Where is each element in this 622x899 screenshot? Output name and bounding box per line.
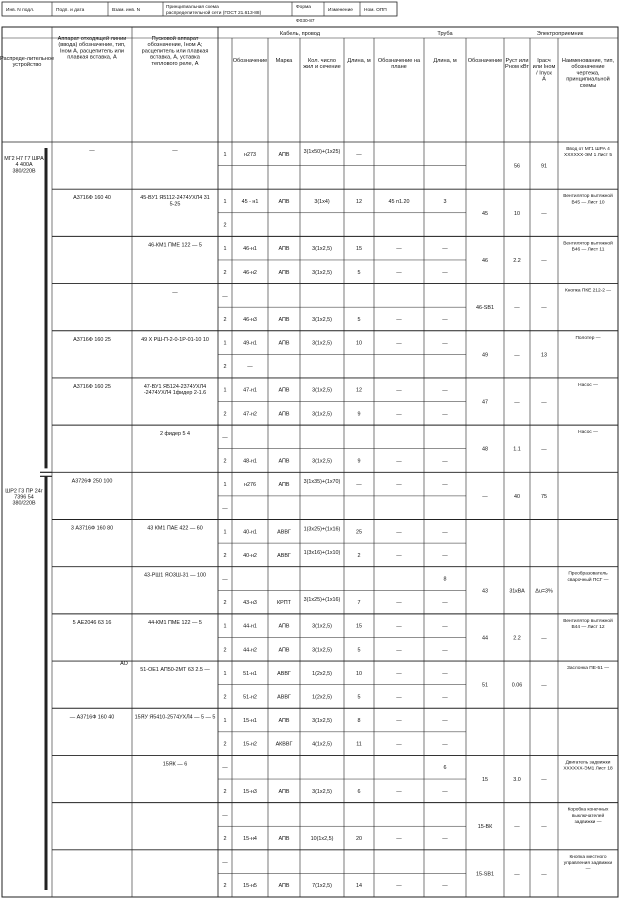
pipe-code: — bbox=[396, 316, 402, 323]
cable-code: 15-н3 bbox=[243, 788, 257, 795]
cable-section: 3(1х2,5) bbox=[312, 340, 332, 347]
receiver-power: 2.2 bbox=[513, 635, 521, 642]
cable-length: 14 bbox=[356, 883, 362, 890]
receiver-code: 15 bbox=[482, 777, 488, 784]
pipe-code: — bbox=[396, 718, 402, 725]
feeder-apparatus: А3716Ф 160 40 bbox=[73, 195, 111, 202]
cable-section: 3(1х2,5) bbox=[312, 623, 332, 630]
ao-label: АО bbox=[120, 661, 128, 668]
receiver-name: Кнопка ПКЕ 212-2 — bbox=[564, 288, 612, 294]
cable-length: — bbox=[356, 482, 362, 489]
stamp-code: Ф030-87 bbox=[296, 19, 315, 24]
cable-mark: АПВ bbox=[278, 198, 290, 205]
hdr-col2: Аппарат отходящей линии (ввода) обозначение, тип, Iном А, расцепитель или плавкая вставка, А bbox=[57, 36, 127, 61]
row-number: 2 bbox=[223, 600, 227, 607]
pipe-length: — bbox=[442, 269, 448, 276]
row-number: — bbox=[222, 812, 228, 819]
receiver-power: — bbox=[514, 824, 520, 831]
pipe-length: — bbox=[442, 694, 448, 701]
cable-mark: АПВ bbox=[278, 718, 290, 725]
cable-length: 15 bbox=[356, 246, 362, 253]
cable-code: 51-н2 bbox=[243, 694, 257, 701]
cable-code: 43-н3 bbox=[243, 600, 257, 607]
stamp-row bbox=[2, 2, 397, 24]
row-number: 2 bbox=[223, 694, 227, 701]
cable-code: 47-н2 bbox=[243, 411, 257, 418]
pipe-code: — bbox=[396, 340, 402, 347]
pipe-code: — bbox=[396, 387, 402, 394]
table-body bbox=[4, 146, 613, 889]
cable-length: 12 bbox=[356, 198, 362, 205]
receiver-power: 0.06 bbox=[511, 682, 523, 689]
cable-length: 10 bbox=[356, 340, 362, 347]
cable-length: — bbox=[356, 151, 362, 158]
row-number: 2 bbox=[223, 883, 227, 890]
row-number: 1 bbox=[223, 151, 227, 158]
cable-section: 3(1х2,5) bbox=[312, 458, 332, 465]
cable-section: 3(1х4) bbox=[314, 198, 330, 205]
feeder-apparatus: А3726Ф 250 100 bbox=[71, 478, 113, 485]
cable-mark: АВВГ bbox=[277, 552, 291, 559]
cable-code: 15-н4 bbox=[243, 836, 257, 843]
receiver-code: 44 bbox=[482, 635, 488, 642]
cable-code: 46-н3 bbox=[243, 316, 257, 323]
cable-section: 3(1х2,5) bbox=[312, 246, 332, 253]
pipe-code: — bbox=[396, 269, 402, 276]
starter-apparatus: 44-КМ1 ПМЕ 122 — 5 bbox=[148, 619, 202, 626]
cable-code: 46-н1 bbox=[243, 246, 257, 253]
cable-mark: АПВ bbox=[278, 482, 290, 489]
receiver-current: — bbox=[541, 399, 547, 406]
receiver-name: Кнопка местного управления задвижки — bbox=[563, 854, 613, 873]
cable-mark: АКВВГ bbox=[275, 741, 293, 748]
cable-length: 8 bbox=[357, 718, 361, 725]
row-number: — bbox=[222, 293, 228, 300]
row-number: 1 bbox=[223, 340, 227, 347]
pipe-length: — bbox=[442, 741, 448, 748]
starter-apparatus: 45-ВУ1 Я5112-2474УХЛ4 31 5-25 bbox=[140, 195, 210, 208]
feeder-apparatus: 3 А3716Ф 160 80 bbox=[70, 525, 114, 532]
cable-section: 1(3х16)+(1х10) bbox=[303, 549, 341, 556]
starter-apparatus: 43 КМ1 ПАЕ 422 — 60 bbox=[147, 525, 203, 532]
hdr-cable-len: Длина, м bbox=[347, 58, 371, 64]
cable-section: 1(2х2,5) bbox=[312, 670, 332, 677]
cable-length: 5 bbox=[357, 316, 361, 323]
receiver-name: Двигатель задвижки ХХХХХХ-ЭМ1 Лист 18 bbox=[563, 760, 613, 772]
cable-code: 47-н1 bbox=[243, 387, 257, 394]
cable-length: 2 bbox=[357, 552, 361, 559]
receiver-power: 40 bbox=[514, 493, 520, 500]
cable-code: н273 bbox=[244, 151, 256, 158]
row-number: 2 bbox=[223, 741, 227, 748]
receiver-name: Преобразователь сварочный ПСГ — bbox=[567, 571, 609, 583]
row-number: 2 bbox=[223, 788, 227, 795]
cable-mark: АПВ bbox=[278, 836, 290, 843]
pipe-code: 45 п1.20 bbox=[388, 198, 410, 205]
receiver-current: 75 bbox=[541, 493, 547, 500]
row-number: 2 bbox=[223, 836, 227, 843]
receiver-code: 51 bbox=[482, 682, 488, 689]
hdr-pipe: Труба bbox=[437, 31, 453, 37]
receiver-power: 10 bbox=[514, 210, 520, 217]
pipe-length: — bbox=[442, 411, 448, 418]
receiver-power: 31кВА bbox=[509, 588, 525, 595]
stamp-6: Ном. ОПП bbox=[364, 8, 387, 13]
hdr-receiver: Электроприемник bbox=[536, 31, 584, 37]
cable-length: 10 bbox=[356, 670, 362, 677]
pipe-code: — bbox=[396, 552, 402, 559]
row-number: 1 bbox=[223, 198, 227, 205]
pipe-code: — bbox=[396, 647, 402, 654]
stamp-1: Подп. и дата bbox=[56, 8, 85, 13]
receiver-name: Насос — bbox=[578, 430, 598, 436]
receiver-current: — bbox=[541, 777, 547, 784]
pipe-length: — bbox=[442, 647, 448, 654]
hdr-pipe-len: Длина, м bbox=[433, 58, 457, 64]
receiver-code: 45 bbox=[482, 210, 488, 217]
cable-mark: АПВ bbox=[278, 151, 290, 158]
pipe-code: — bbox=[396, 411, 402, 418]
pipe-code: — bbox=[396, 529, 402, 536]
pipe-length: — bbox=[442, 552, 448, 559]
cable-section: 3(1х2,5) bbox=[312, 788, 332, 795]
cable-length: 15 bbox=[356, 623, 362, 630]
cable-length: 6 bbox=[357, 788, 361, 795]
receiver-power: — bbox=[514, 871, 520, 878]
pipe-length: — bbox=[442, 529, 448, 536]
stamp-4: Форма bbox=[296, 5, 311, 10]
pipe-length: — bbox=[442, 670, 448, 677]
cable-code: 48-н1 bbox=[243, 458, 257, 465]
cable-section: 7(1х2,5) bbox=[312, 883, 332, 890]
pipe-code: — bbox=[396, 741, 402, 748]
pipe-length: — bbox=[442, 718, 448, 725]
receiver-code: 49 bbox=[482, 352, 488, 359]
cable-mark: АПВ bbox=[278, 246, 290, 253]
receiver-code: 46-SB1 bbox=[476, 305, 494, 312]
receiver-current: — bbox=[541, 446, 547, 453]
receiver-code: 43 bbox=[482, 588, 488, 595]
receiver-power: 1.1 bbox=[513, 446, 521, 453]
cable-code: 45 - н1 bbox=[241, 198, 259, 205]
cable-section: 3(1х2,5) bbox=[312, 269, 332, 276]
pipe-length: — bbox=[442, 788, 448, 795]
hdr-cable-mark: Марка bbox=[275, 58, 293, 64]
receiver-current: — bbox=[541, 305, 547, 312]
pipe-length: — bbox=[442, 316, 448, 323]
receiver-code: 48 bbox=[482, 446, 488, 453]
cable-section: 1(2х2,5) bbox=[312, 694, 332, 701]
receiver-power: — bbox=[514, 399, 520, 406]
table-header bbox=[0, 31, 615, 89]
starter-apparatus: 46-КМ1 ПМЕ 122 — 5 bbox=[148, 242, 202, 249]
cable-section: 3(1х2,5) bbox=[312, 316, 332, 323]
receiver-current: 13 bbox=[541, 352, 547, 359]
cable-section: 4(1х2,5) bbox=[312, 741, 332, 748]
receiver-current: — bbox=[541, 871, 547, 878]
row-number: 2 bbox=[223, 269, 227, 276]
cable-code: 46-н2 bbox=[243, 269, 257, 276]
hdr-recv-name: Наименование, тип, обозначение чертежа, принципиальной схемы bbox=[561, 58, 615, 89]
starter-apparatus: 15ЯК — 6 bbox=[162, 761, 188, 768]
hdr-col3: Пусковой аппарат обозначение, Iном А; расцепитель или плавкая вставка, А, уставка теплового реле, А bbox=[141, 36, 209, 67]
pipe-code: — bbox=[396, 670, 402, 677]
stamp-5: Изменение bbox=[328, 8, 353, 13]
receiver-power: 2.2 bbox=[513, 257, 521, 264]
cable-mark: АПВ bbox=[278, 883, 290, 890]
receiver-current: — bbox=[541, 824, 547, 831]
hdr-recv-p: Руст или Рном кВт bbox=[505, 58, 529, 71]
pipe-length: — bbox=[442, 883, 448, 890]
row-number: 2 bbox=[223, 411, 227, 418]
cable-mark: АПВ bbox=[278, 788, 290, 795]
row-number: 2 bbox=[223, 364, 227, 371]
cable-mark: АПВ bbox=[278, 316, 290, 323]
pipe-length: — bbox=[442, 482, 448, 489]
hdr-cable-sec: Кол. число жил и сечение bbox=[303, 58, 341, 71]
cable-mark: АПВ bbox=[278, 623, 290, 630]
cable-section: 3(1х25)+(1х16) bbox=[303, 597, 341, 604]
receiver-power: — bbox=[514, 352, 520, 359]
cable-length: 9 bbox=[357, 411, 361, 418]
cable-length: 12 bbox=[356, 387, 362, 394]
cable-length: 25 bbox=[356, 529, 362, 536]
starter-apparatus: — bbox=[172, 289, 178, 296]
table-frame bbox=[2, 27, 618, 897]
row-number: 2 bbox=[223, 316, 227, 323]
row-number: — bbox=[222, 859, 228, 866]
pipe-length: — bbox=[442, 340, 448, 347]
row-number: 2 bbox=[223, 458, 227, 465]
row-number: 2 bbox=[223, 222, 227, 229]
row-number: 2 bbox=[223, 647, 227, 654]
starter-apparatus: 47-ВУ1 Я5124-2374УХЛ4 -2474УХЛ4 1фидер 2-1.6 bbox=[143, 383, 207, 397]
cable-length: 5 bbox=[357, 269, 361, 276]
receiver-name: Вентилятор вытяжной В44 — Лист 12 bbox=[563, 618, 613, 631]
pipe-length: 3 bbox=[443, 198, 447, 205]
pipe-length: — bbox=[442, 246, 448, 253]
cable-section: 3(1х2,5) bbox=[312, 387, 332, 394]
panel-2: ШР2 Г3 ПР 24г 7396 54 380/220В bbox=[5, 488, 43, 507]
cable-length: 11 bbox=[356, 741, 362, 748]
pipe-length: — bbox=[442, 387, 448, 394]
starter-apparatus: — bbox=[172, 148, 178, 154]
pipe-code: — bbox=[396, 482, 402, 489]
cable-section: 3(1х35)+(1х70) bbox=[303, 479, 341, 486]
pipe-code: — bbox=[396, 694, 402, 701]
hdr-cable-code: Обозначение bbox=[232, 58, 268, 64]
receiver-current: — bbox=[541, 635, 547, 642]
cable-section: 3(1х2,5) bbox=[312, 647, 332, 654]
receiver-name: Вентилятор вытяжной В45 — Лист 10 bbox=[563, 194, 613, 206]
row-number: — bbox=[222, 765, 228, 772]
table-grid bbox=[2, 27, 618, 897]
stamp-2: Взам. инв. N bbox=[112, 8, 141, 13]
pipe-length: 6 bbox=[443, 765, 447, 772]
pipe-code: — bbox=[396, 623, 402, 630]
cable-code: 49-н1 bbox=[243, 340, 257, 347]
cable-section: 3(1х50)+(1х25) bbox=[303, 148, 341, 155]
cable-length: 20 bbox=[356, 836, 362, 843]
hdr-cable: Кабель, провод bbox=[279, 31, 321, 37]
receiver-name: Вентилятор вытяжной В46 — Лист 11 bbox=[563, 241, 613, 253]
receiver-name: Полотер — bbox=[575, 335, 601, 341]
stamp-3: Принципиальная схема распределительной сети (ГОСТ 21.613-88) bbox=[166, 5, 262, 16]
starter-apparatus: 51-ОЕ1 АП50-2МТ 63 2.5 — bbox=[140, 667, 210, 674]
pipe-code: — bbox=[396, 246, 402, 253]
cable-section: 1(3х25)+(1х16) bbox=[303, 526, 341, 533]
receiver-current: — bbox=[541, 257, 547, 264]
starter-apparatus: 15ЯУ Я5410-2574УХЛ4 — 5 — 5 bbox=[134, 714, 216, 721]
receiver-power: — bbox=[514, 305, 520, 312]
receiver-code: 15-ВК bbox=[477, 824, 493, 831]
row-number: 1 bbox=[223, 529, 227, 536]
row-number: 1 bbox=[223, 670, 227, 677]
hdr-recv-code: Обозначение bbox=[467, 58, 503, 64]
pipe-code: — bbox=[396, 883, 402, 890]
pipe-code: — bbox=[396, 600, 402, 607]
cable-length: 5 bbox=[357, 647, 361, 654]
receiver-current: — bbox=[541, 682, 547, 689]
receiver-name: Коробка конечных выключателей задвижки — bbox=[567, 807, 609, 826]
pipe-length: 8 bbox=[443, 576, 447, 583]
cable-mark: КРПТ bbox=[277, 600, 291, 607]
cable-length: 5 bbox=[357, 694, 361, 701]
cable-code: 44-н2 bbox=[243, 647, 257, 654]
row-number: 2 bbox=[223, 552, 227, 559]
stamp-0: Инв. N подл. bbox=[6, 8, 35, 13]
pipe-length: — bbox=[442, 836, 448, 843]
row-number: 1 bbox=[223, 482, 227, 489]
cable-mark: АВВГ bbox=[277, 670, 291, 677]
cable-mark: АПВ bbox=[278, 340, 290, 347]
cable-mark: АПВ bbox=[278, 411, 290, 418]
receiver-name: Ввод от МГ1 ШРА 4 ХХХХХХ-ЭМ 1 Лист 5 bbox=[564, 147, 612, 159]
cable-code: 15-н2 bbox=[243, 741, 257, 748]
receiver-name: Заслонка ПЕ-51 — bbox=[566, 666, 610, 672]
row-number: 1 bbox=[223, 246, 227, 253]
receiver-code: — bbox=[482, 493, 488, 500]
cable-code: 44-н1 bbox=[243, 623, 257, 630]
pipe-code: — bbox=[396, 836, 402, 843]
cable-code: 40-н1 bbox=[243, 529, 257, 536]
cable-length: 7 bbox=[357, 600, 361, 607]
cable-mark: АПВ bbox=[278, 269, 290, 276]
cable-code: 15-н5 bbox=[243, 883, 257, 890]
cable-code: 40-н2 bbox=[243, 552, 257, 559]
starter-apparatus: 43-РШ1 ЯО3Ш-31 — 100 bbox=[143, 572, 207, 579]
cable-mark: АПВ bbox=[278, 458, 290, 465]
cable-length: 9 bbox=[357, 458, 361, 465]
pipe-length: — bbox=[442, 600, 448, 607]
pipe-length: — bbox=[442, 623, 448, 630]
feeder-apparatus: А3716Ф 160 25 bbox=[73, 383, 111, 390]
receiver-code: 46 bbox=[482, 257, 488, 264]
cable-code: — bbox=[247, 364, 253, 371]
starter-apparatus: 2 фидер 5 4 bbox=[159, 431, 191, 438]
cable-section: 10(1х2,5) bbox=[310, 836, 334, 843]
feeder-apparatus: — А3716Ф 160 40 bbox=[69, 714, 115, 721]
receiver-current: — bbox=[541, 210, 547, 217]
panel-1: МГ2 Н7 Г7 ШРА 4 400А 380/220В bbox=[4, 156, 44, 175]
receiver-name: Насос — bbox=[578, 382, 598, 388]
row-number: — bbox=[222, 576, 228, 583]
row-number: — bbox=[222, 434, 228, 441]
row-number: — bbox=[222, 505, 228, 512]
cable-mark: АВВГ bbox=[277, 694, 291, 701]
row-number: 1 bbox=[223, 718, 227, 725]
cable-code: н276 bbox=[244, 482, 256, 489]
cable-section: 3(1х2,5) bbox=[312, 718, 332, 725]
cable-code: 51-н1 bbox=[243, 670, 257, 677]
pipe-code: — bbox=[396, 788, 402, 795]
starter-apparatus: 49 Х РШ-П-2-0-1Р-01-10 10 bbox=[141, 336, 209, 343]
feeder-apparatus: 5 АЕ2046 63 16 bbox=[72, 619, 112, 626]
cable-mark: АПВ bbox=[278, 647, 290, 654]
receiver-power: 3.0 bbox=[513, 777, 521, 784]
row-number: 1 bbox=[223, 387, 227, 394]
feeder-apparatus: А3716Ф 160 25 bbox=[73, 336, 111, 343]
hdr-col1: Распреде-лительное устройство bbox=[0, 56, 55, 69]
pipe-length: — bbox=[442, 458, 448, 465]
feeder-apparatus: — bbox=[89, 148, 95, 154]
receiver-current: 91 bbox=[541, 163, 547, 170]
bus-lines bbox=[40, 148, 52, 890]
row-number: 1 bbox=[223, 623, 227, 630]
receiver-code: 47 bbox=[482, 399, 488, 406]
receiver-power: 56 bbox=[514, 163, 520, 170]
hdr-recv-i: Iрасч или Iном / Iпуск А bbox=[532, 58, 556, 83]
cable-section: 3(1х2,5) bbox=[312, 411, 332, 418]
receiver-code: 15-SB1 bbox=[476, 871, 494, 878]
cable-code: 15-н1 bbox=[243, 718, 257, 725]
receiver-current: Δu=3% bbox=[535, 588, 553, 595]
cable-mark: АПВ bbox=[278, 387, 290, 394]
hdr-pipe-code: Обозначение на плане bbox=[377, 58, 421, 71]
pipe-code: — bbox=[396, 458, 402, 465]
cable-mark: АВВГ bbox=[277, 529, 291, 536]
